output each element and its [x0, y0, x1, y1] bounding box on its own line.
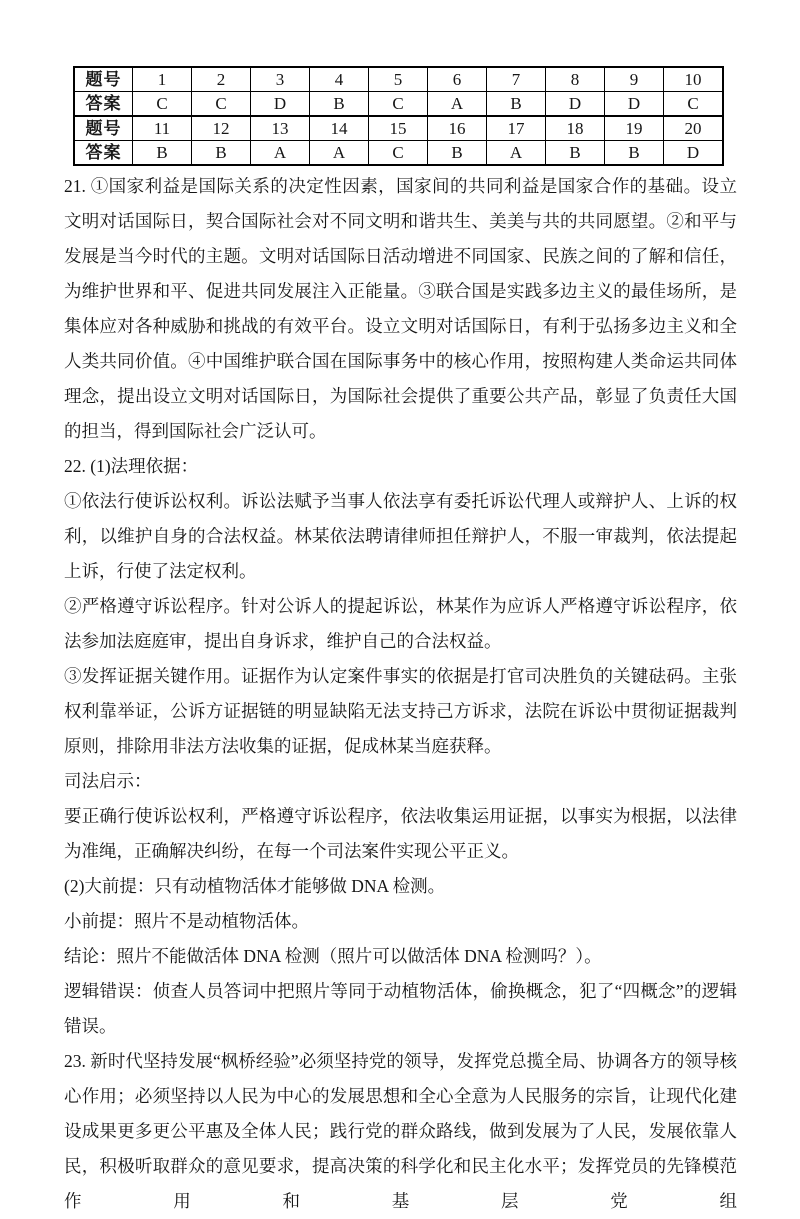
answer-text-section — [64, 169, 737, 1219]
table-answer-cell: 20 — [664, 116, 724, 141]
answer-22-conclusion: 结论：照片不能做活体 DNA 检测（照片可以做活体 DNA 检测吗？）。 — [64, 946, 602, 966]
table-answer-cell: B — [546, 141, 605, 166]
table-header-cell: 答案 — [74, 92, 133, 117]
table-answer-cell: 7 — [487, 67, 546, 92]
table-answer-cell: B — [133, 141, 192, 166]
table-answer-cell: 19 — [605, 116, 664, 141]
table-row — [74, 92, 723, 117]
table-answer-cell: B — [605, 141, 664, 166]
table-answer-cell: 11 — [133, 116, 192, 141]
table-answer-cell: 16 — [428, 116, 487, 141]
table-answer-cell: A — [310, 141, 369, 166]
answer-22-point-1: ①依法行使诉讼权利。诉讼法赋予当事人依法享有委托诉讼代理人或辩护人、上诉的权利，以维护自身的合法权益。林某依法聘请律师担任辩护人，不服一审裁判，依法提起上诉，行使了法定权利。 — [64, 491, 737, 581]
answer-22-minor-premise: 小前提：照片不是动植物活体。 — [64, 911, 309, 931]
answer-key-table-body — [74, 67, 723, 165]
table-answer-cell: 1 — [133, 67, 192, 92]
table-answer-cell: 14 — [310, 116, 369, 141]
table-answer-cell: 10 — [664, 67, 724, 92]
table-row — [74, 141, 723, 166]
table-answer-cell: D — [251, 92, 310, 117]
table-answer-cell: B — [428, 141, 487, 166]
table-answer-cell: 3 — [251, 67, 310, 92]
table-row — [74, 116, 723, 141]
table-answer-cell: A — [428, 92, 487, 117]
table-answer-cell: 8 — [546, 67, 605, 92]
answer-22-judicial-heading: 司法启示： — [64, 771, 152, 791]
answer-22-logic-error: 逻辑错误：侦查人员答词中把照片等同于动植物活体，偷换概念，犯了“四概念”的逻辑错误。 — [64, 981, 737, 1036]
answer-22-point-3: ③发挥证据关键作用。证据作为认定案件事实的依据是打官司决胜负的关键砝码。主张权利靠举证，公诉方证据链的明显缺陷无法支持己方诉求，法院在诉讼中贯彻证据裁判原则，排除用非法方法收集的证据，促成林某当庭获释。 — [64, 666, 737, 756]
table-answer-cell: C — [369, 141, 428, 166]
table-answer-cell: 6 — [428, 67, 487, 92]
table-header-cell: 题号 — [74, 67, 133, 92]
table-answer-cell: A — [251, 141, 310, 166]
table-answer-cell: D — [664, 141, 724, 166]
answer-23-text: 23. 新时代坚持发展“枫桥经验”必须坚持党的领导，发挥党总揽全局、协调各方的领导核心作用；必须坚持以人民为中心的发展思想和全心全意为人民服务的宗旨，让现代化建设成果更多更公平惠及全体人民；践行党的群众路线，做到发展为了人民，发展依靠人民，积极听取群众的意见要求，提高决策的科学化和民主化水平；发挥党员的先锋模范作用和基层党组 — [64, 1051, 737, 1211]
table-answer-cell: C — [369, 92, 428, 117]
table-answer-cell: C — [192, 92, 251, 117]
table-answer-cell: 5 — [369, 67, 428, 92]
answer-22-heading: 22. (1)法理依据： — [64, 456, 199, 476]
table-answer-cell: 13 — [251, 116, 310, 141]
table-header-cell: 题号 — [74, 116, 133, 141]
answer-22-point-2: ②严格遵守诉讼程序。针对公诉人的提起诉讼，林某作为应诉人严格遵守诉讼程序，依法参加法庭庭审，提出自身诉求，维护自己的合法权益。 — [64, 596, 737, 651]
table-answer-cell: B — [192, 141, 251, 166]
table-row — [74, 67, 723, 92]
answer-key-table-wrap — [73, 66, 724, 166]
table-answer-cell: D — [605, 92, 664, 117]
answer-21-text: 21. ①国家利益是国际关系的决定性因素，国家间的共同利益是国家合作的基础。设立文明对话国际日，契合国际社会对不同文明和谐共生、美美与共的共同愿望。②和平与发展是当今时代的主题。文明对话国际日活动增进不同国家、民族之间的了解和信任，为维护世界和平、促进共同发展注入正能量。③联合国是实践多边主义的最佳场所，是集体应对各种威胁和挑战的有效平台。设立文明对话国际日，有利于弘扬多边主义和全人类共同价值。④中国维护联合国在国际事务中的核心作用，按照构建人类命运共同体理念，提出设立文明对话国际日，为国际社会提供了重要公共产品，彰显了负责任大国的担当，得到国际社会广泛认可。 — [64, 176, 737, 441]
table-answer-cell: 2 — [192, 67, 251, 92]
table-answer-cell: C — [133, 92, 192, 117]
table-answer-cell: B — [310, 92, 369, 117]
table-answer-cell: 9 — [605, 67, 664, 92]
table-answer-cell: A — [487, 141, 546, 166]
table-answer-cell: C — [664, 92, 724, 117]
table-answer-cell: D — [546, 92, 605, 117]
table-header-cell: 答案 — [74, 141, 133, 166]
table-answer-cell: 17 — [487, 116, 546, 141]
table-answer-cell: 4 — [310, 67, 369, 92]
table-answer-cell: 15 — [369, 116, 428, 141]
table-answer-cell: 18 — [546, 116, 605, 141]
answer-22-major-premise: (2)大前提：只有动植物活体才能够做 DNA 检测。 — [64, 876, 446, 896]
answer-key-table — [73, 66, 724, 166]
table-answer-cell: B — [487, 92, 546, 117]
answer-22-judicial-text: 要正确行使诉讼权利，严格遵守诉讼程序，依法收集运用证据，以事实为根据，以法律为准绳，正确解决纠纷，在每一个司法案件实现公平正义。 — [64, 806, 737, 861]
table-answer-cell: 12 — [192, 116, 251, 141]
